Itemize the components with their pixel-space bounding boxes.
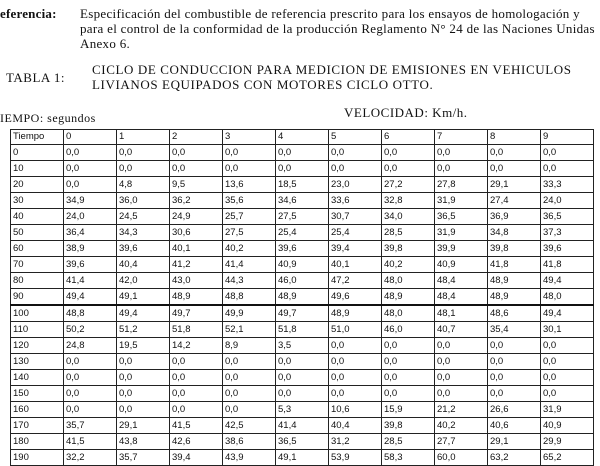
speed-cell: 13,6 [223, 177, 276, 193]
speed-cell: 42,6 [170, 434, 223, 450]
speed-cell: 48,4 [435, 289, 488, 306]
speed-cell: 34,8 [488, 225, 541, 241]
speed-cell: 48,0 [382, 273, 435, 289]
time-cell: 180 [11, 434, 64, 450]
speed-cell: 50,2 [64, 322, 117, 338]
speed-cell: 0,0 [223, 145, 276, 161]
speed-cell: 40,9 [435, 257, 488, 273]
speed-cell: 40,9 [541, 418, 594, 434]
speed-cell: 40,7 [435, 322, 488, 338]
speed-cell: 30,7 [329, 209, 382, 225]
table-row [11, 354, 594, 370]
speed-cell: 39,4 [329, 241, 382, 257]
speed-cell: 43,0 [170, 273, 223, 289]
driving-cycle-table [10, 129, 594, 466]
table-title: CICLO DE CONDUCCION PARA MEDICION DE EMISIONES EN VEHICULOS LIVIANOS EQUIPADOS CON MOTORES CICLO OTTO. [92, 62, 572, 92]
speed-cell: 24,9 [170, 209, 223, 225]
table-header-row [11, 130, 594, 145]
speed-cell: 24,0 [64, 209, 117, 225]
speed-cell: 52,1 [223, 322, 276, 338]
speed-cell: 0,0 [64, 354, 117, 370]
header-cell-2: 2 [170, 130, 223, 145]
speed-cell: 0,0 [435, 370, 488, 386]
time-cell: 110 [11, 322, 64, 338]
speed-cell: 0,0 [64, 177, 117, 193]
speed-cell: 0,0 [541, 386, 594, 402]
header-cell-6: 6 [382, 130, 435, 145]
speed-cell: 34,6 [276, 193, 329, 209]
time-cell: 10 [11, 161, 64, 177]
speed-cell: 48,9 [276, 289, 329, 306]
speed-cell: 63,2 [488, 450, 541, 466]
speed-cell: 49,6 [329, 289, 382, 306]
speed-cell: 0,0 [382, 370, 435, 386]
speed-cell: 39,8 [382, 241, 435, 257]
speed-cell: 0,0 [382, 386, 435, 402]
speed-cell: 37,3 [541, 225, 594, 241]
speed-cell: 48,9 [488, 273, 541, 289]
speed-cell: 34,9 [64, 193, 117, 209]
speed-cell: 0,0 [329, 386, 382, 402]
speed-cell: 0,0 [435, 338, 488, 354]
speed-cell: 49,4 [541, 305, 594, 322]
speed-cell: 41,8 [488, 257, 541, 273]
speed-cell: 38,9 [64, 241, 117, 257]
header-cell-9: 9 [541, 130, 594, 145]
speed-cell: 23,0 [329, 177, 382, 193]
table-row [11, 193, 594, 209]
speed-cell: 32,8 [382, 193, 435, 209]
speed-cell: 34,0 [382, 209, 435, 225]
speed-cell: 0,0 [170, 145, 223, 161]
time-unit-label: IEMPO: segundos [0, 111, 96, 125]
speed-cell: 0,0 [329, 161, 382, 177]
time-cell: 0 [11, 145, 64, 161]
speed-cell: 19,5 [117, 338, 170, 354]
speed-cell: 4,8 [117, 177, 170, 193]
header-cell-0: 0 [64, 130, 117, 145]
speed-cell: 60,0 [435, 450, 488, 466]
speed-cell: 58,3 [382, 450, 435, 466]
header-cell-8: 8 [488, 130, 541, 145]
speed-cell: 31,9 [435, 225, 488, 241]
speed-cell: 18,5 [276, 177, 329, 193]
time-cell: 130 [11, 354, 64, 370]
speed-cell: 46,0 [382, 322, 435, 338]
speed-cell: 27,5 [223, 225, 276, 241]
speed-cell: 35,4 [488, 322, 541, 338]
speed-cell: 0,0 [223, 354, 276, 370]
speed-cell: 0,0 [382, 161, 435, 177]
speed-cell: 34,3 [117, 225, 170, 241]
speed-cell: 48,4 [435, 273, 488, 289]
speed-cell: 53,9 [329, 450, 382, 466]
speed-cell: 36,9 [488, 209, 541, 225]
speed-cell: 0,0 [382, 145, 435, 161]
speed-cell: 0,0 [117, 145, 170, 161]
speed-cell: 41,8 [541, 257, 594, 273]
header-cell-4: 4 [276, 130, 329, 145]
speed-cell: 39,4 [170, 450, 223, 466]
speed-cell: 14,2 [170, 338, 223, 354]
speed-cell: 0,0 [488, 386, 541, 402]
table-row [11, 273, 594, 289]
speed-cell: 65,2 [541, 450, 594, 466]
time-cell: 100 [11, 305, 64, 322]
time-cell: 120 [11, 338, 64, 354]
speed-cell: 35,7 [64, 418, 117, 434]
speed-cell: 41,5 [64, 434, 117, 450]
speed-cell: 8,9 [223, 338, 276, 354]
speed-cell: 44,3 [223, 273, 276, 289]
speed-cell: 48,9 [382, 289, 435, 306]
speed-cell: 3,5 [276, 338, 329, 354]
speed-cell: 49,7 [170, 305, 223, 322]
header-cell-1: 1 [117, 130, 170, 145]
speed-unit-label: VELOCIDAD: Km/h. [344, 105, 468, 120]
time-cell: 90 [11, 289, 64, 306]
table-row [11, 402, 594, 418]
speed-cell: 40,1 [329, 257, 382, 273]
speed-cell: 41,4 [223, 257, 276, 273]
speed-cell: 0,0 [488, 354, 541, 370]
speed-cell: 28,5 [382, 434, 435, 450]
speed-cell: 0,0 [276, 370, 329, 386]
speed-cell: 39,8 [382, 418, 435, 434]
speed-cell: 40,4 [329, 418, 382, 434]
speed-cell: 27,7 [435, 434, 488, 450]
speed-cell: 0,0 [541, 145, 594, 161]
speed-cell: 39,9 [435, 241, 488, 257]
speed-cell: 24,0 [541, 193, 594, 209]
speed-cell: 15,9 [382, 402, 435, 418]
speed-cell: 0,0 [435, 161, 488, 177]
table-row [11, 177, 594, 193]
speed-cell: 48,0 [541, 289, 594, 306]
speed-cell: 40,1 [170, 241, 223, 257]
speed-cell: 29,1 [488, 177, 541, 193]
speed-cell: 41,5 [170, 418, 223, 434]
speed-cell: 28,5 [382, 225, 435, 241]
time-cell: 140 [11, 370, 64, 386]
speed-cell: 48,9 [488, 289, 541, 306]
speed-cell: 0,0 [223, 370, 276, 386]
speed-cell: 36,4 [64, 225, 117, 241]
speed-cell: 33,6 [329, 193, 382, 209]
speed-cell: 0,0 [541, 370, 594, 386]
speed-cell: 5,3 [276, 402, 329, 418]
speed-cell: 0,0 [276, 161, 329, 177]
speed-cell: 36,5 [276, 434, 329, 450]
speed-cell: 0,0 [329, 370, 382, 386]
speed-cell: 42,0 [117, 273, 170, 289]
speed-cell: 49,4 [541, 273, 594, 289]
speed-cell: 0,0 [435, 145, 488, 161]
speed-cell: 0,0 [170, 161, 223, 177]
speed-cell: 25,4 [276, 225, 329, 241]
header-cell-5: 5 [329, 130, 382, 145]
header-cell-3: 3 [223, 130, 276, 145]
time-cell: 20 [11, 177, 64, 193]
speed-cell: 41,4 [64, 273, 117, 289]
speed-cell: 36,5 [435, 209, 488, 225]
time-cell: 160 [11, 402, 64, 418]
speed-cell: 24,8 [64, 338, 117, 354]
speed-cell: 0,0 [64, 161, 117, 177]
speed-cell: 40,4 [117, 257, 170, 273]
speed-cell: 0,0 [382, 338, 435, 354]
speed-cell: 27,5 [276, 209, 329, 225]
speed-cell: 51,8 [276, 322, 329, 338]
time-cell: 30 [11, 193, 64, 209]
reference-label: eferencia: [0, 6, 57, 21]
speed-cell: 39,8 [488, 241, 541, 257]
speed-cell: 30,6 [170, 225, 223, 241]
speed-cell: 48,0 [382, 305, 435, 322]
table-row [11, 257, 594, 273]
speed-cell: 40,2 [435, 418, 488, 434]
speed-cell: 36,2 [170, 193, 223, 209]
speed-cell: 49,7 [276, 305, 329, 322]
speed-cell: 0,0 [541, 354, 594, 370]
time-cell: 80 [11, 273, 64, 289]
speed-cell: 39,6 [64, 257, 117, 273]
speed-cell: 0,0 [276, 386, 329, 402]
speed-cell: 49,4 [117, 305, 170, 322]
speed-cell: 40,6 [488, 418, 541, 434]
time-cell: 40 [11, 209, 64, 225]
speed-cell: 29,1 [117, 418, 170, 434]
speed-cell: 27,4 [488, 193, 541, 209]
speed-cell: 0,0 [170, 402, 223, 418]
speed-cell: 40,9 [276, 257, 329, 273]
speed-cell: 30,1 [541, 322, 594, 338]
speed-cell: 0,0 [329, 354, 382, 370]
speed-cell: 40,2 [382, 257, 435, 273]
table-row [11, 241, 594, 257]
speed-cell: 0,0 [382, 354, 435, 370]
speed-cell: 48,9 [329, 305, 382, 322]
speed-cell: 51,8 [170, 322, 223, 338]
speed-cell: 39,6 [117, 241, 170, 257]
speed-cell: 48,8 [64, 305, 117, 322]
speed-cell: 0,0 [117, 354, 170, 370]
speed-cell: 48,9 [170, 289, 223, 306]
time-cell: 170 [11, 418, 64, 434]
speed-cell: 49,4 [64, 289, 117, 306]
speed-cell: 27,8 [435, 177, 488, 193]
speed-cell: 0,0 [488, 338, 541, 354]
table-label: TABLA 1: [6, 70, 65, 85]
speed-cell: 39,6 [541, 241, 594, 257]
table-row [11, 338, 594, 354]
table-body [11, 145, 594, 466]
speed-cell: 25,7 [223, 209, 276, 225]
header-cell-7: 7 [435, 130, 488, 145]
speed-cell: 0,0 [435, 386, 488, 402]
speed-cell: 0,0 [117, 370, 170, 386]
speed-cell: 0,0 [541, 338, 594, 354]
speed-cell: 47,2 [329, 273, 382, 289]
speed-cell: 0,0 [223, 161, 276, 177]
speed-cell: 0,0 [329, 338, 382, 354]
speed-cell: 43,9 [223, 450, 276, 466]
speed-cell: 0,0 [64, 402, 117, 418]
speed-cell: 0,0 [276, 354, 329, 370]
table-row [11, 450, 594, 466]
speed-cell: 49,9 [223, 305, 276, 322]
speed-cell: 31,2 [329, 434, 382, 450]
speed-cell: 21,2 [435, 402, 488, 418]
speed-cell: 38,6 [223, 434, 276, 450]
time-cell: 190 [11, 450, 64, 466]
speed-cell: 48,1 [435, 305, 488, 322]
speed-cell: 0,0 [64, 386, 117, 402]
speed-cell: 0,0 [170, 370, 223, 386]
speed-cell: 0,0 [435, 354, 488, 370]
speed-cell: 0,0 [276, 145, 329, 161]
table-row [11, 225, 594, 241]
table-row [11, 386, 594, 402]
table-row [11, 418, 594, 434]
speed-cell: 46,0 [276, 273, 329, 289]
speed-cell: 51,2 [117, 322, 170, 338]
speed-cell: 0,0 [223, 386, 276, 402]
speed-cell: 29,9 [541, 434, 594, 450]
speed-cell: 39,6 [276, 241, 329, 257]
table-row [11, 209, 594, 225]
speed-cell: 0,0 [170, 386, 223, 402]
speed-cell: 0,0 [64, 370, 117, 386]
speed-cell: 48,6 [488, 305, 541, 322]
time-cell: 70 [11, 257, 64, 273]
speed-cell: 0,0 [329, 145, 382, 161]
speed-cell: 9,5 [170, 177, 223, 193]
speed-cell: 41,2 [170, 257, 223, 273]
speed-cell: 0,0 [488, 370, 541, 386]
time-cell: 50 [11, 225, 64, 241]
table-row [11, 305, 594, 322]
speed-cell: 0,0 [488, 145, 541, 161]
speed-cell: 0,0 [117, 386, 170, 402]
speed-cell: 35,6 [223, 193, 276, 209]
speed-cell: 0,0 [541, 161, 594, 177]
speed-cell: 10,6 [329, 402, 382, 418]
table-row [11, 434, 594, 450]
speed-cell: 41,4 [276, 418, 329, 434]
speed-cell: 31,9 [435, 193, 488, 209]
reference-text: Especificación del combustible de referencia prescrito para los ensayos de homologación y para el control de la conformidad de la producción Reglamento N° 24 de las Naciones Unidas Anexo 6. [80, 6, 595, 51]
header-cell-tiempo: Tiempo [11, 130, 64, 145]
speed-cell: 25,4 [329, 225, 382, 241]
time-cell: 60 [11, 241, 64, 257]
table-row [11, 161, 594, 177]
speed-cell: 26,6 [488, 402, 541, 418]
time-cell: 150 [11, 386, 64, 402]
speed-cell: 43,8 [117, 434, 170, 450]
speed-cell: 42,5 [223, 418, 276, 434]
speed-cell: 32,2 [64, 450, 117, 466]
speed-cell: 29,1 [488, 434, 541, 450]
speed-cell: 40,2 [223, 241, 276, 257]
speed-cell: 0,0 [223, 402, 276, 418]
speed-cell: 48,8 [223, 289, 276, 306]
speed-cell: 0,0 [117, 161, 170, 177]
table-row [11, 145, 594, 161]
speed-cell: 31,9 [541, 402, 594, 418]
table-row [11, 370, 594, 386]
speed-cell: 0,0 [488, 161, 541, 177]
speed-cell: 36,0 [117, 193, 170, 209]
speed-cell: 24,5 [117, 209, 170, 225]
speed-cell: 51,0 [329, 322, 382, 338]
speed-cell: 27,2 [382, 177, 435, 193]
speed-cell: 36,5 [541, 209, 594, 225]
speed-cell: 35,7 [117, 450, 170, 466]
speed-cell: 49,1 [276, 450, 329, 466]
speed-cell: 0,0 [170, 354, 223, 370]
table-row [11, 289, 594, 306]
speed-cell: 33,3 [541, 177, 594, 193]
speed-cell: 0,0 [64, 145, 117, 161]
table-row [11, 322, 594, 338]
speed-cell: 0,0 [117, 402, 170, 418]
speed-cell: 49,1 [117, 289, 170, 306]
